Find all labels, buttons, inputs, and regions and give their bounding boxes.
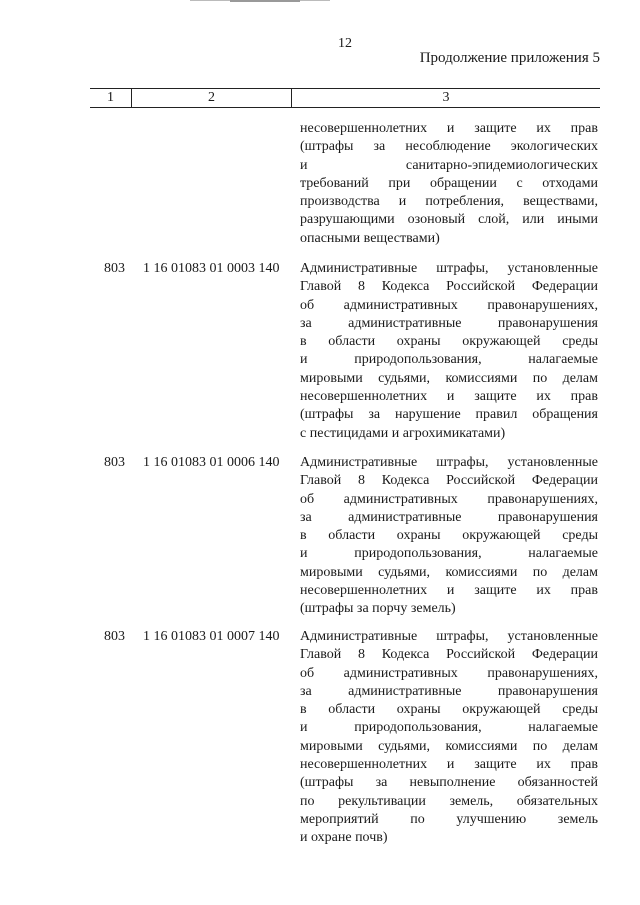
description-line: в области охраны окружающей среды: [300, 334, 598, 350]
description-line: разрушающими озоновый слой, или иными: [300, 212, 598, 228]
row-description: [300, 120, 598, 248]
description-line: и природопользования, налагаемые: [300, 352, 598, 368]
description-line: (штрафы за нарушение правил обращения: [300, 407, 598, 423]
description-line: и охране почв): [300, 830, 388, 846]
description-line: несовершеннолетних и защите их прав: [300, 389, 598, 405]
description-line: об административных правонарушениях,: [300, 665, 598, 681]
appendix-continuation-note: Продолжение приложения 5: [419, 50, 600, 66]
description-line: в области охраны окружающей среды: [300, 702, 598, 718]
description-line: мероприятий по улучшению земель: [300, 811, 598, 827]
description-line: за административные правонарушения: [300, 509, 598, 525]
description-line: несовершеннолетних и защите их прав: [300, 121, 598, 136]
page-number: 12: [338, 36, 352, 51]
description-line: об административных правонарушениях,: [300, 297, 598, 313]
description-line: Административные штрафы, установленные: [300, 455, 598, 470]
description-line: (штрафы за несоблюдение экологических: [300, 139, 598, 155]
scan-artifact-line: [230, 0, 300, 4]
description-line: производства и потребления, веществами,: [300, 194, 598, 210]
description-line: (штрафы за невыполнение обязанностей: [300, 775, 598, 791]
row-description: [300, 628, 598, 848]
budget-classification-code: 1 16 01083 01 0007 140: [143, 629, 280, 644]
description-line: мировыми судьями, комиссиями по делам: [300, 738, 598, 754]
budget-classification-code: 1 16 01083 01 0006 140: [143, 455, 280, 470]
description-line: опасными веществами): [300, 230, 440, 246]
description-line: за административные правонарушения: [300, 683, 598, 699]
admin-code: 803: [104, 629, 125, 644]
description-line: несовершеннолетних и защите их прав: [300, 757, 598, 773]
row-description: [300, 260, 598, 443]
description-line: Главой 8 Кодекса Российской Федерации: [300, 647, 598, 663]
description-line: в области охраны окружающей среды: [300, 528, 598, 544]
description-line: мировыми судьями, комиссиями по делам: [300, 370, 598, 386]
row-description: [300, 454, 598, 619]
description-line: за административные правонарушения: [300, 315, 598, 331]
description-line: и природопользования, налагаемые: [300, 720, 598, 736]
budget-classification-code: 1 16 01083 01 0003 140: [143, 261, 280, 276]
description-line: и природопользования, налагаемые: [300, 546, 598, 562]
description-line: об административных правонарушениях,: [300, 491, 598, 507]
description-line: Главой 8 Кодекса Российской Федерации: [300, 279, 598, 295]
table-header-cell: 1: [90, 88, 132, 108]
table-header-row: [90, 88, 600, 108]
description-line: (штрафы за порчу земель): [300, 601, 456, 617]
description-line: и санитарно-эпидемиологических: [300, 157, 598, 173]
description-line: с пестицидами и агрохимикатами): [300, 425, 506, 441]
description-line: Административные штрафы, установленные: [300, 261, 598, 276]
admin-code: 803: [104, 455, 125, 470]
description-line: Главой 8 Кодекса Российской Федерации: [300, 473, 598, 489]
admin-code: 803: [104, 261, 125, 276]
table-header-cell: 2: [132, 88, 292, 108]
description-line: несовершеннолетних и защите их прав: [300, 583, 598, 599]
description-line: по рекультивации земель, обязательных: [300, 793, 598, 809]
description-line: требований при обращении с отходами: [300, 175, 598, 191]
table-header-cell: 3: [292, 88, 600, 108]
description-line: мировыми судьями, комиссиями по делам: [300, 564, 598, 580]
description-line: Административные штрафы, установленные: [300, 629, 598, 644]
